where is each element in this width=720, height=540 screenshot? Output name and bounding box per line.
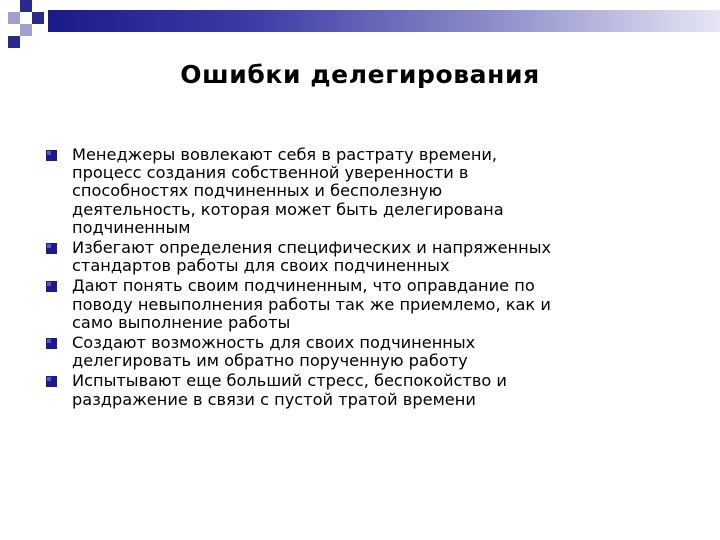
corner-square: [20, 0, 32, 12]
bullet-line: процесс создания собственной уверенности в: [72, 163, 469, 183]
bullet-line: Менеджеры вовлекают себя в растрату времени,: [72, 145, 498, 164]
bullet-item: [46, 334, 686, 370]
bullet-item: [46, 239, 686, 275]
slide-title: Ошибки делегирования: [180, 60, 540, 89]
bullet-list: [46, 146, 686, 409]
bullet-line: стандартов работы для своих подчиненных: [72, 256, 450, 276]
header-gradient-bar: [48, 10, 720, 32]
corner-square: [8, 36, 20, 48]
bullet-line: Создают возможность для своих подчиненных: [72, 333, 476, 353]
corner-square: [20, 24, 32, 36]
bullet-line: поводу невыполнения работы так же приемлемо, как и: [72, 294, 551, 314]
bullet-line: само выполнение работы: [72, 312, 291, 332]
bullet-line: подчиненным: [72, 217, 191, 237]
bullet-line: Избегают определения специфических и напряженных: [72, 238, 552, 258]
bullet-line: деятельность, которая может быть делегирована: [72, 199, 504, 219]
bullet-line: способностях подчиненных и бесполезную: [72, 181, 443, 201]
corner-square: [32, 0, 44, 12]
bullet-line: Испытывают еще больший стресс, беспокойство и: [72, 371, 507, 391]
bullet-line: раздражение в связи с пустой тратой времени: [72, 389, 476, 409]
bullet-line: Дают понять своим подчиненным, что оправдание по: [72, 276, 535, 296]
corner-square: [8, 12, 20, 24]
corner-square: [32, 12, 44, 24]
bullet-line: делегировать им обратно порученную работу: [72, 351, 468, 371]
bullet-item: [46, 277, 686, 332]
bullet-item: [46, 146, 686, 237]
bullet-item: [46, 372, 686, 408]
